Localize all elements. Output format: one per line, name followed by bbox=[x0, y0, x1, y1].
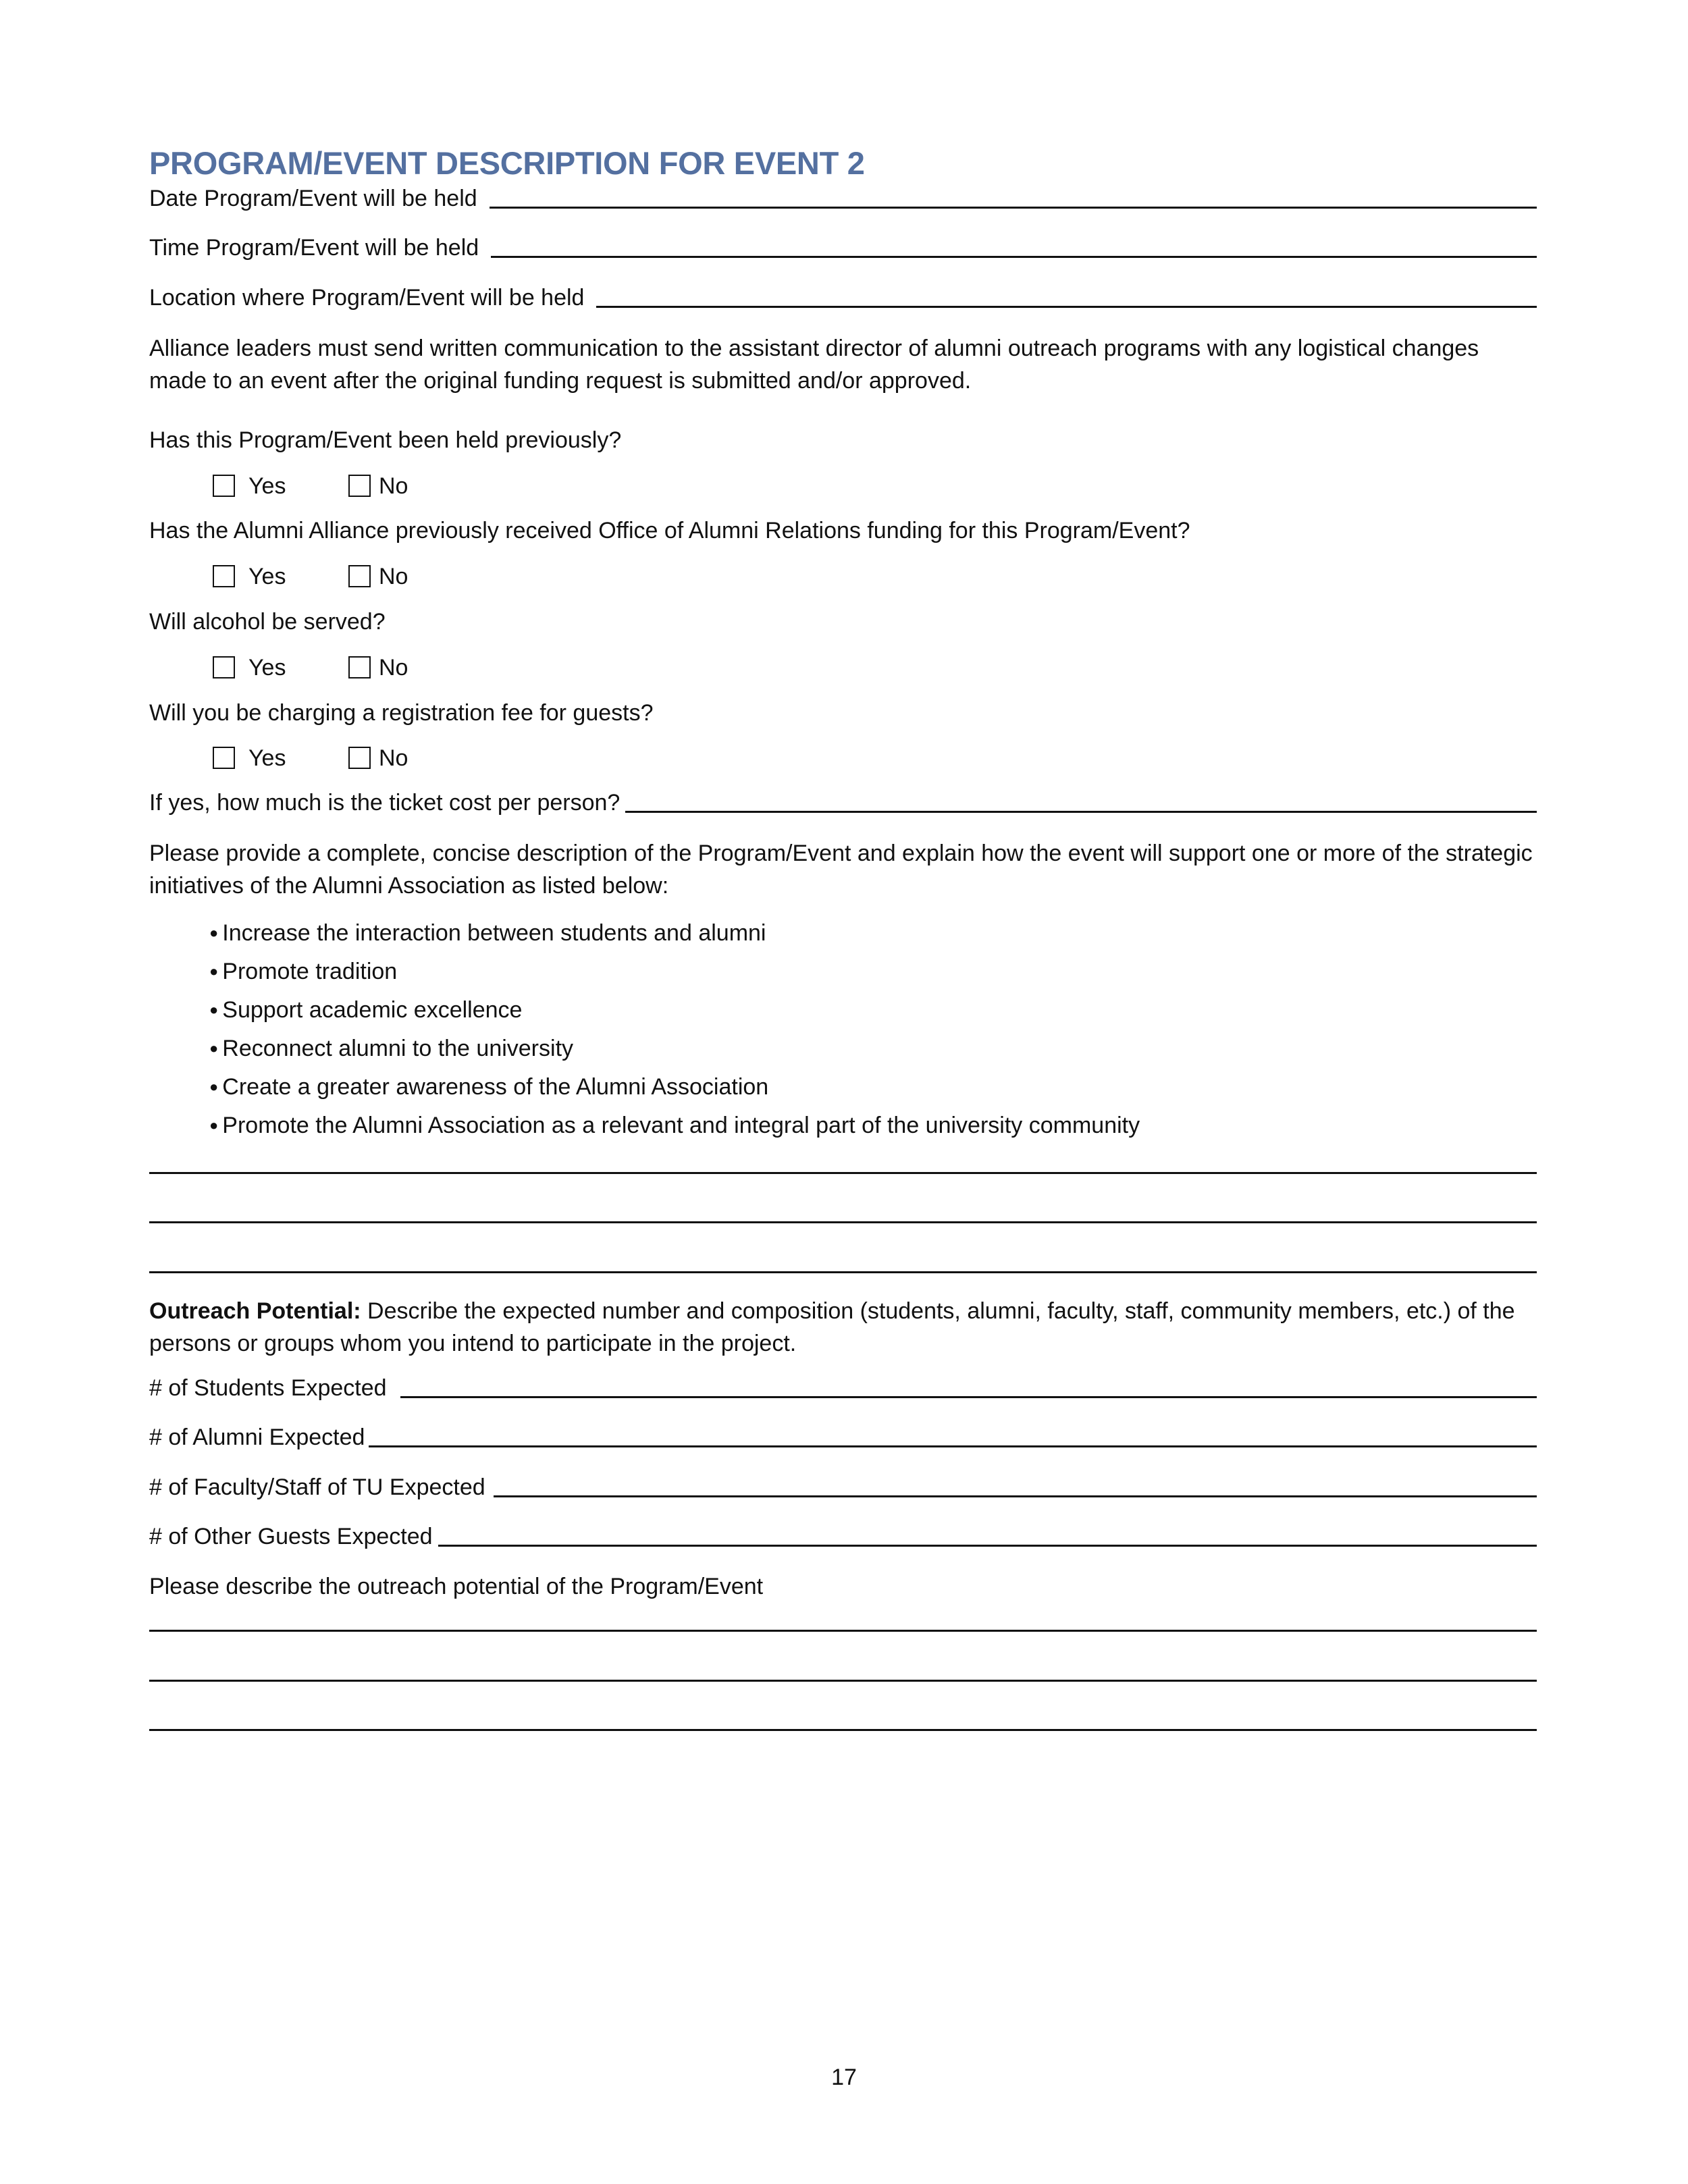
time-field-label: Time Program/Event will be held bbox=[149, 235, 479, 261]
location-field-label: Location where Program/Event will be held bbox=[149, 285, 585, 311]
question-registration-fee: Will you be charging a registration fee for guests? bbox=[149, 700, 654, 726]
registration-fee-no-checkbox[interactable] bbox=[348, 747, 371, 769]
outreach-answer-line[interactable] bbox=[149, 1630, 1537, 1632]
outreach-text: Describe the expected number and composition (students, alumni, faculty, staff, community members, etc.) of the persons or groups whom you intend to participate in the project. bbox=[149, 1298, 1515, 1356]
alcohol-yes-checkbox[interactable] bbox=[213, 656, 235, 678]
description-answer-line[interactable] bbox=[149, 1172, 1537, 1174]
initiative-item: ● Promote the Alumni Association as a relevant and integral part of the university community bbox=[209, 1113, 1140, 1138]
held-previously-yes-checkbox[interactable] bbox=[213, 475, 235, 497]
ticket-cost-line[interactable] bbox=[625, 811, 1537, 813]
ticket-cost-field[interactable] bbox=[149, 787, 1537, 819]
registration-fee-yes-label: Yes bbox=[248, 745, 286, 771]
location-field[interactable] bbox=[149, 282, 1537, 314]
question-alcohol: Will alcohol be served? bbox=[149, 609, 386, 635]
question-held-previously: Has this Program/Event been held previously? bbox=[149, 427, 622, 453]
date-field-label: Date Program/Event will be held bbox=[149, 186, 477, 211]
initiative-item: ● Create a greater awareness of the Alumni Association bbox=[209, 1074, 769, 1100]
description-prompt: Please provide a complete, concise description of the Program/Event and explain how the event will support one or more of the strategic initiatives of the Alumni Association as listed below: bbox=[149, 841, 1533, 899]
question-prior-funding: Has the Alumni Alliance previously received Office of Alumni Relations funding for this Program/Event? bbox=[149, 518, 1190, 543]
bullet-icon: ● bbox=[209, 963, 219, 980]
initiative-item: ● Reconnect alumni to the university bbox=[209, 1036, 574, 1061]
description-answer-line[interactable] bbox=[149, 1221, 1537, 1223]
alumni-expected-line[interactable] bbox=[369, 1445, 1537, 1447]
faculty-staff-expected-label: # of Faculty/Staff of TU Expected bbox=[149, 1474, 485, 1500]
outreach-potential-prompt: Please describe the outreach potential of the Program/Event bbox=[149, 1574, 764, 1599]
held-previously-no-checkbox[interactable] bbox=[348, 475, 371, 497]
initiative-item: ● Increase the interaction between students and alumni bbox=[209, 920, 766, 946]
students-expected-label: # of Students Expected bbox=[149, 1375, 387, 1401]
alcohol-yes-label: Yes bbox=[248, 655, 286, 681]
description-answer-line[interactable] bbox=[149, 1271, 1537, 1273]
outreach-heading: Outreach Potential: bbox=[149, 1298, 361, 1324]
bullet-icon: ● bbox=[209, 1040, 219, 1057]
outreach-answer-line[interactable] bbox=[149, 1680, 1537, 1682]
alcohol-no-checkbox[interactable] bbox=[348, 656, 371, 678]
outreach-answer-line[interactable] bbox=[149, 1729, 1537, 1731]
prior-funding-yes-label: Yes bbox=[248, 564, 286, 589]
bullet-icon: ● bbox=[209, 1078, 219, 1096]
students-expected-line[interactable] bbox=[400, 1396, 1537, 1398]
held-previously-no-label: No bbox=[379, 473, 408, 499]
bullet-icon: ● bbox=[209, 924, 219, 942]
initiative-item: ● Support academic excellence bbox=[209, 997, 523, 1023]
registration-fee-yes-checkbox[interactable] bbox=[213, 747, 235, 769]
other-guests-expected-field[interactable] bbox=[149, 1520, 1537, 1553]
page-number: 17 bbox=[831, 2065, 857, 2090]
outreach-intro bbox=[149, 1295, 1540, 1360]
prior-funding-no-checkbox[interactable] bbox=[348, 565, 371, 587]
other-guests-expected-label: # of Other Guests Expected bbox=[149, 1524, 433, 1549]
bullet-icon: ● bbox=[209, 1117, 219, 1134]
other-guests-expected-line[interactable] bbox=[438, 1545, 1537, 1547]
alliance-notice: Alliance leaders must send written communication to the assistant director of alumni outreach programs with any logistical changes made to an event after the original funding request is submitted and/or approved. bbox=[149, 336, 1479, 394]
initiative-item: ● Promote tradition bbox=[209, 959, 398, 984]
ticket-cost-label: If yes, how much is the ticket cost per person? bbox=[149, 790, 621, 816]
alumni-expected-label: # of Alumni Expected bbox=[149, 1424, 365, 1450]
faculty-staff-expected-field[interactable] bbox=[149, 1471, 1537, 1503]
prior-funding-yes-checkbox[interactable] bbox=[213, 565, 235, 587]
date-field[interactable] bbox=[149, 182, 1537, 215]
time-field-line[interactable] bbox=[491, 256, 1537, 258]
held-previously-yes-label: Yes bbox=[248, 473, 286, 499]
prior-funding-no-label: No bbox=[379, 564, 408, 589]
faculty-staff-expected-line[interactable] bbox=[494, 1495, 1537, 1497]
location-field-line[interactable] bbox=[596, 306, 1537, 308]
alumni-expected-field[interactable] bbox=[149, 1421, 1537, 1454]
registration-fee-no-label: No bbox=[379, 745, 408, 771]
alcohol-no-label: No bbox=[379, 655, 408, 681]
students-expected-field[interactable] bbox=[149, 1372, 1537, 1404]
date-field-line[interactable] bbox=[490, 207, 1537, 209]
time-field[interactable] bbox=[149, 232, 1537, 264]
page-title: PROGRAM/EVENT DESCRIPTION FOR EVENT 2 bbox=[149, 145, 865, 181]
bullet-icon: ● bbox=[209, 1001, 219, 1019]
